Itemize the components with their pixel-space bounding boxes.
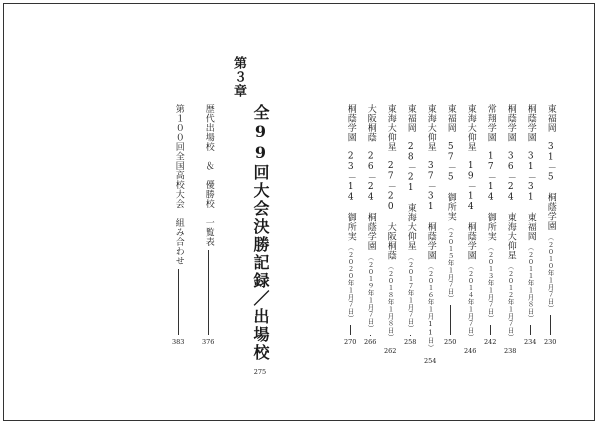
entry-title: 常翔学園 17－14 御所実 [485,104,496,241]
result-entry [424,104,437,366]
page-number: 376 [202,338,215,346]
entry-title: 東海大仰星 27－20 大阪桐蔭 [385,104,396,260]
entry-date: （２０１８年１月８日） [386,263,395,342]
chapter-heading [232,56,245,346]
result-entry [404,104,416,346]
entry-title: 桐蔭学園 23－14 御所実 [345,104,356,241]
result-entry [444,104,456,346]
entry-title: 東福岡 57－5 御所実 [445,104,456,221]
page-number: 234 [524,338,537,346]
page-number: 258 [404,338,417,346]
page-number: 254 [424,357,437,366]
result-entry [384,104,397,356]
page-number: 266 [364,338,377,346]
entry-date: （２０１９年１月７日） [366,253,375,332]
page-number: 230 [544,338,557,346]
result-entry [364,104,376,346]
result-entry [464,104,477,356]
result-entry [484,104,496,346]
leader-line [530,325,531,335]
leader-line [178,269,179,336]
entry-date: （２０１６年１月11日） [426,263,435,352]
leader-line [208,250,209,336]
entry-date: （２０１１年１月８日） [526,244,535,323]
entry-title: 大阪桐蔭 26－24 桐蔭学園 [365,104,376,251]
page-number: 238 [504,347,517,356]
page-number: 246 [464,347,477,356]
entry-date: （２０２０年１月７日） [346,244,355,323]
chapter-title-entry [251,104,270,376]
entry-title: 桐蔭学園 36－24 東海大仰星 [505,104,516,260]
leader-line [450,305,451,335]
chapter-title: 全99回大会決勝記録／出場校 [251,104,270,362]
entry-date: （２０１７年１月７日） [406,253,415,332]
side-entry [172,104,184,346]
page-number: 262 [384,347,397,356]
page-number: 275 [253,368,267,376]
entry-title: 東福岡 31－5 桐蔭学園 [545,104,556,231]
leader-line [490,325,491,335]
entry-title: 桐蔭学園 31－31 東福岡 [525,104,536,241]
page-number: 250 [444,338,457,346]
entry-date: （２０１０年１月７日） [546,233,555,312]
page-number: 270 [344,338,357,346]
entry-title: 東福岡 28－21 東海大仰星 [405,104,416,251]
entry-date: （２０１４年１月７日） [466,263,475,342]
page-number: 383 [172,338,185,346]
book-page [3,3,595,421]
leader-line [550,315,551,335]
result-entry [344,104,356,346]
entry-date: （２０１２年１月７日） [506,263,515,342]
result-entry [544,104,556,346]
page-number: 242 [484,338,497,346]
entry-title: 東海大仰星 19－14 桐蔭学園 [465,104,476,260]
result-entry [504,104,517,356]
entry-date: （２０１５年１月７日） [446,224,455,303]
entry-title: 第１００回全国高校大会 組み合わせ [173,104,184,266]
side-entry [202,104,214,346]
chapter-label: 第３章 [231,56,246,98]
leader-line [350,325,351,335]
result-entry [524,104,536,346]
entry-title: 歴代出場校 ＆ 優勝校 一覧表 [203,104,214,247]
entry-date: （２０１３年１月７日） [486,244,495,323]
entry-title: 東海大仰星 37－31 桐蔭学園 [425,104,436,260]
